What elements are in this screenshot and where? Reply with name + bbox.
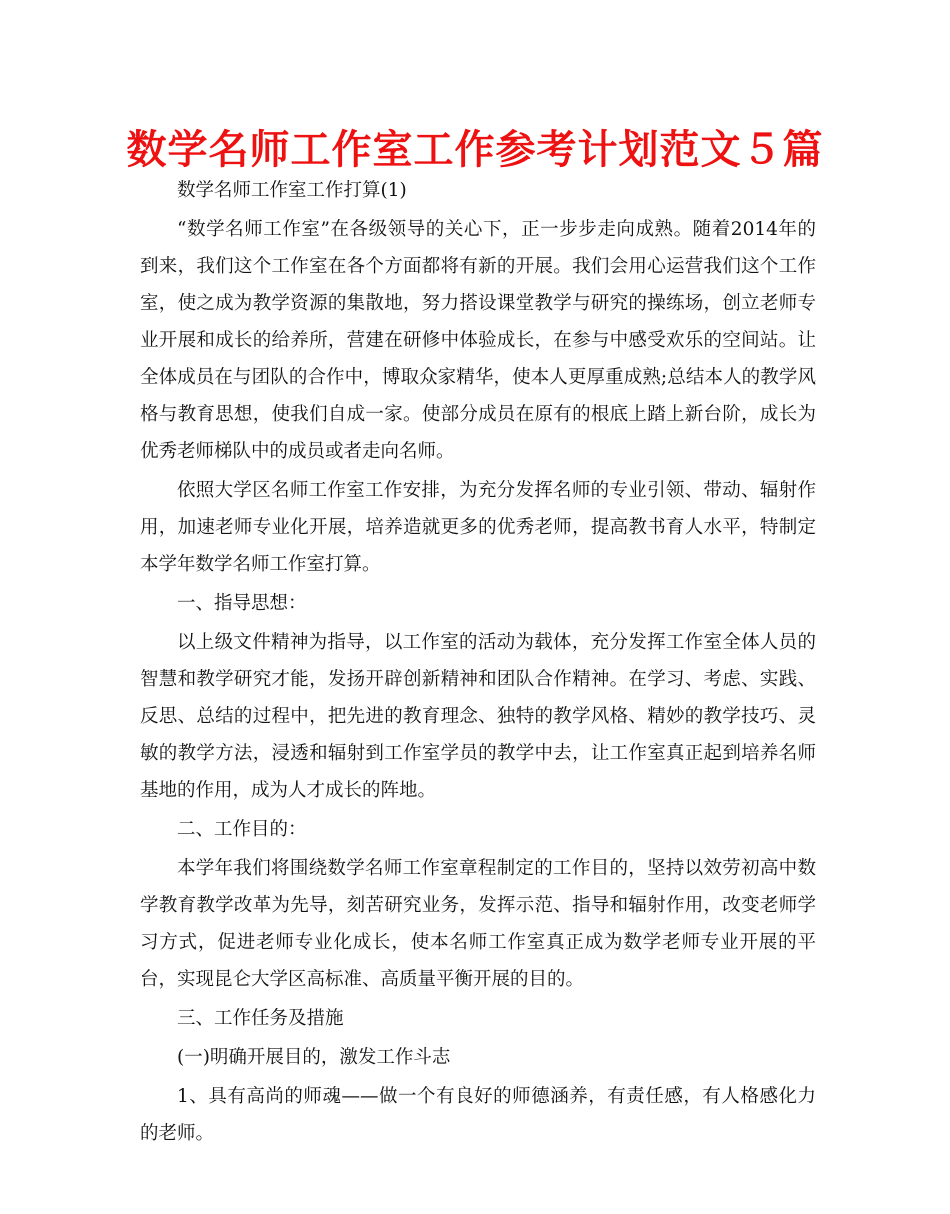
paragraph-work-goals: 本学年我们将围绕数学名师工作室章程制定的工作目的，坚持以效劳初高中数学教育教学改革为先导，刻苦研究业务，发挥示范、指导和辐射作用，改变老师学习方式，促进老师专业化成长，使本名师工作室真正成为数学老师专业开展的平台，实现昆仑大学区高标准、高质量平衡开展的目的。: [140, 858, 816, 990]
subheading-clear-goals: (一)明确开展目的，激发工作斗志: [177, 1047, 451, 1068]
paragraph-guiding-ideology: 以上级文件精神为指导，以工作室的活动为载体，充分发挥工作室全体人员的智慧和教学研究才能，发扬开辟创新精神和团队合作精神。在学习、考虑、实践、反思、总结的过程中，把先进的教育理念、独特的教学风格、精妙的教学技巧、灵敏的教学方法，浸透和辐射到工作室学员的教学中去，让工作室真正起到培养名师基地的作用，成为人才成长的阵地。: [140, 632, 816, 801]
heading-guiding-ideology: 一、指导思想：: [177, 593, 307, 614]
document-body: [140, 172, 816, 1154]
paragraph-arrangement: 依照大学区名师工作室工作安排，为充分发挥名师的专业引领、带动、辐射作用，加速老师专业化开展，培养造就更多的优秀老师，提高教书育人水平，特制定本学年数学名师工作室打算。: [140, 480, 816, 575]
heading-work-goals: 二、工作目的：: [177, 819, 307, 840]
paragraph-intro: “数学名师工作室”在各级领导的关心下，正一步步走向成熟。随着2014年的到来，我们这个工作室在各个方面都将有新的开展。我们会用心运营我们这个工作室，使之成为教学资源的集散地，努力搭设课堂教学与研究的操练场，创立老师专业开展和成长的给养所，营建在研修中体验成长，在参与中感受欢乐的空间站。让全体成员在与团队的合作中，博取众家精华，使本人更厚重成熟;总结本人的教学风格与教育思想，使我们自成一家。使部分成员在原有的根底上踏上新台阶，成长为优秀老师梯队中的成员或者走向名师。: [140, 219, 816, 462]
document-title: 数学名师工作室工作参考计划范文５篇: [126, 127, 824, 173]
heading-tasks-measures: 三、工作任务及措施: [177, 1008, 344, 1029]
list-item-teacher-soul: 1、具有高尚的师魂——做一个有良好的师德涵养，有责任感，有人格感化力的老师。: [140, 1086, 816, 1144]
section-subtitle: 数学名师工作室工作打算(1): [177, 180, 407, 201]
